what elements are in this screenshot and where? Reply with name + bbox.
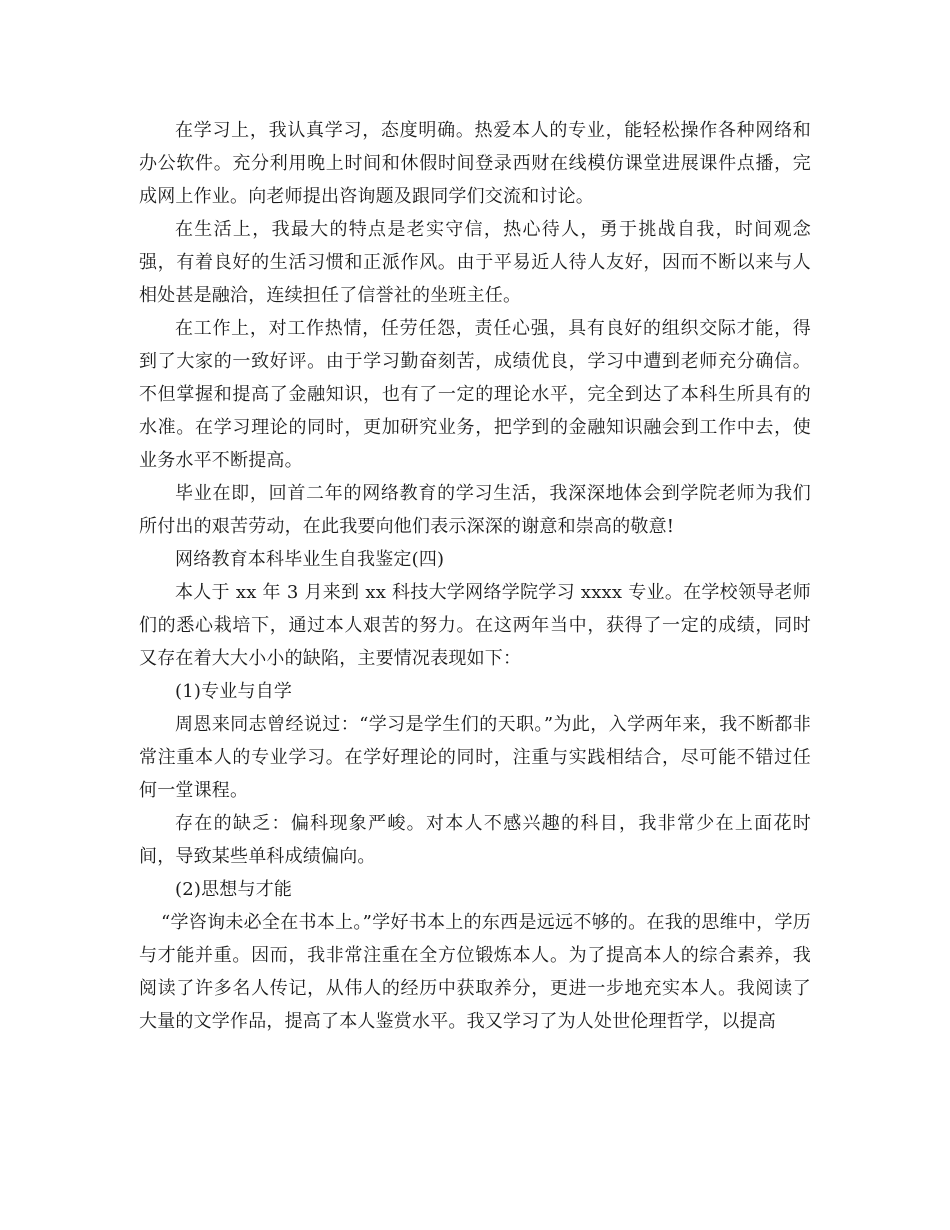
paragraph-graduation: 毕业在即，回首二年的网络教育的学习生活，我深深地体会到学院老师为我们所付出的艰苦劳动，在此我要向他们表示深深的谢意和崇高的敬意! [139, 483, 811, 537]
paragraph-work: 在工作上，对工作热情，任劳任怨，责任心强，具有良好的组织交际才能，得到了大家的一致好评。由于学习勤奋刻苦，成绩优良，学习中遭到老师充分确信。不但掌握和提高了金融知识，也有了一定的理论水平，完全到达了本科生所具有的水准。在学习理论的同时，更加研究业务，把学到的金融知识融会到工作中去，使业务水平不断提高。 [139, 318, 811, 471]
paragraph-life: 在生活上，我最大的特点是老实守信，热心待人，勇于挑战自我，时间观念强，有着良好的生活习惯和正派作风。由于平易近人待人友好，因而不断以来与人相处甚是融洽，连续担任了信誉社的坐班主任。 [139, 219, 811, 306]
document-body [139, 114, 811, 1038]
paragraph-thought: “学咨询未必全在书本上。”学好书本上的东西是远远不够的。在我的思维中，学历与才能并重。因而，我非常注重在全方位锻炼本人。为了提高本人的综合素养，我阅读了许多名人传记，从伟人的经历中获取养分，更进一步地充实本人。我阅读了大量的文学作品，提高了本人鉴赏水平。我又学习了为人处世伦理哲学，以提高 [139, 912, 811, 1032]
paragraph-intro: 本人于 xx 年 3 月来到 xx 科技大学网络学院学习 xxxx 专业。在学校领导老师们的悉心栽培下，通过本人艰苦的努力。在这两年当中，获得了一定的成绩，同时又存在着大大小小的缺陷，主要情况表现如下： [139, 582, 811, 669]
section-title: 网络教育本科毕业生自我鉴定(四) [175, 549, 445, 570]
paragraph-study: 在学习上，我认真学习，态度明确。热爱本人的专业，能轻松操作各种网络和办公软件。充分利用晚上时间和休假时间登录西财在线模仿课堂进展课件点播，完成网上作业。向老师提出咨询题及跟同学们交流和讨论。 [139, 120, 811, 207]
subheading-major: (1)专业与自学 [175, 681, 293, 702]
paragraph-shortcoming: 存在的缺乏：偏科现象严峻。对本人不感兴趣的科目，我非常少在上面花时间，导致某些单科成绩偏向。 [139, 813, 811, 867]
subheading-thought: (2)思想与才能 [175, 879, 293, 900]
paragraph-major: 周恩来同志曾经说过：“学习是学生们的天职。”为此，入学两年来，我不断都非常注重本人的专业学习。在学好理论的同时，注重与实践相结合，尽可能不错过任何一堂课程。 [139, 714, 811, 801]
